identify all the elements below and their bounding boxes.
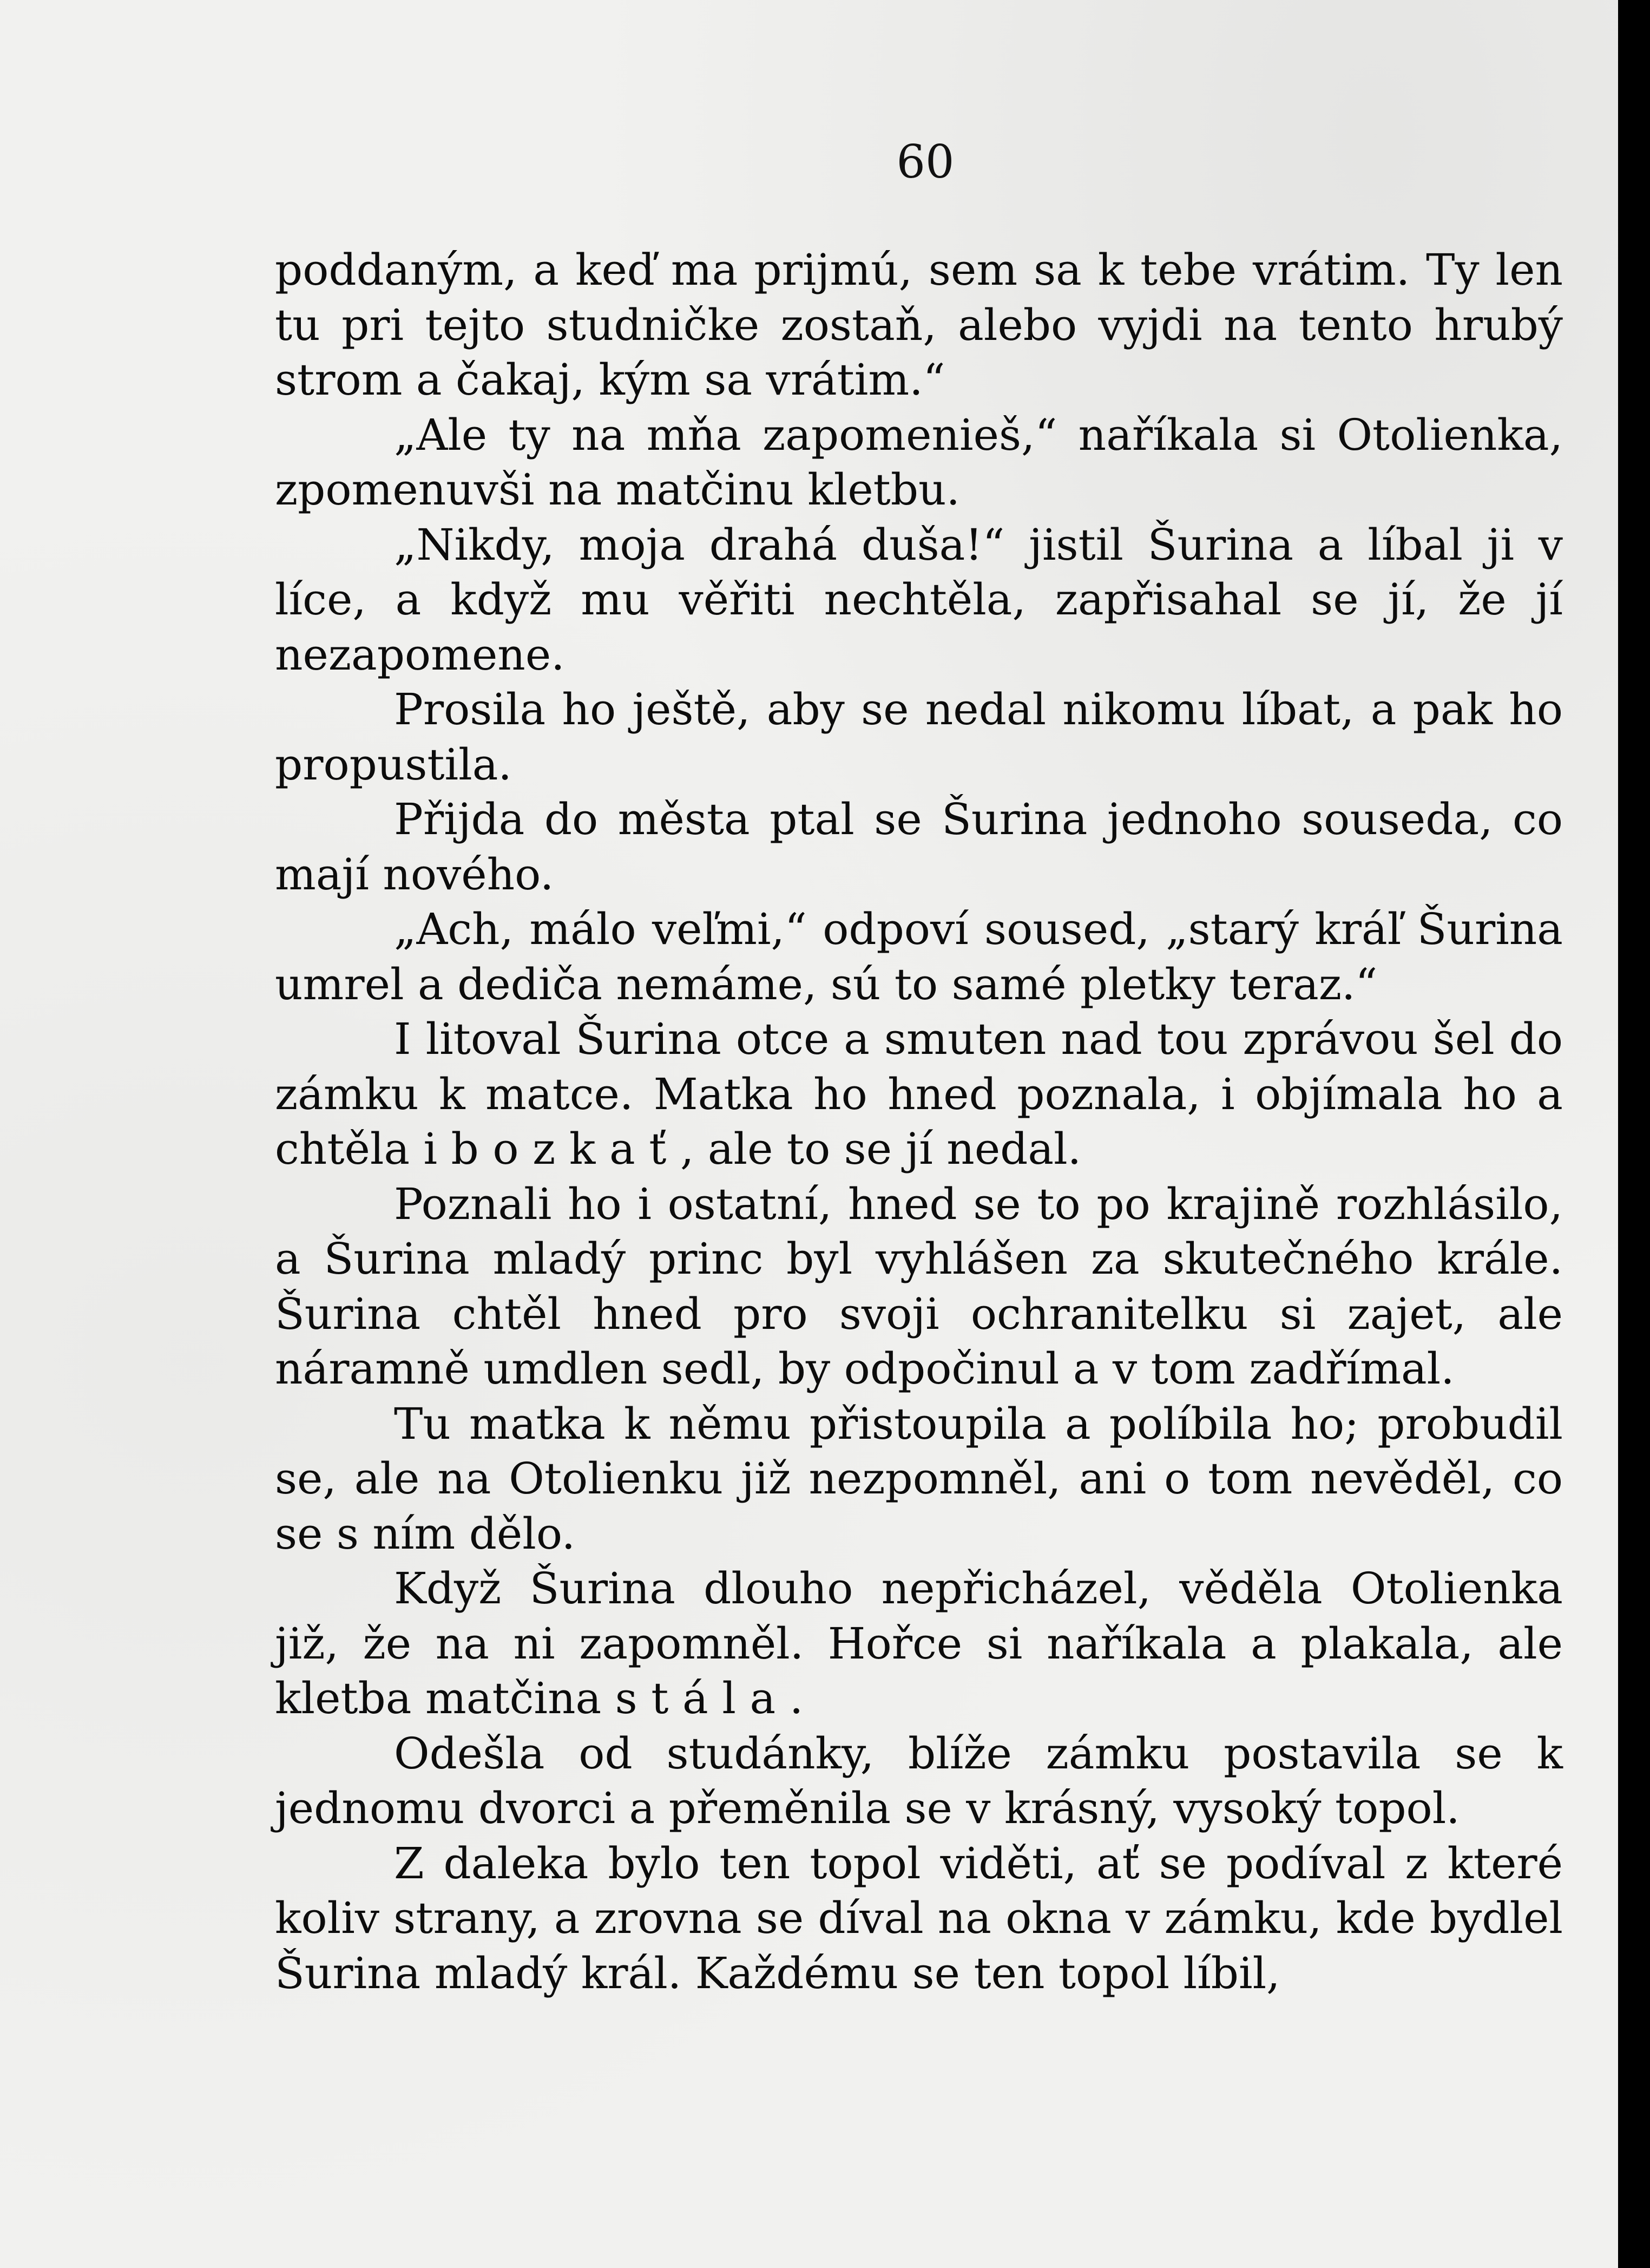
paragraph-text: „Ach, málo veľmi,“ odpoví soused, „starý kráľ Šurina umrel a dediča nemáme, sú to samé pletky teraz.“ [275, 904, 1563, 1010]
paragraph [275, 902, 1563, 1012]
emphasized-word: stála [615, 1673, 790, 1723]
paragraph [275, 408, 1563, 517]
emphasized-word: bozkať [451, 1124, 680, 1174]
paragraph [275, 242, 1563, 408]
paragraph-text: „Nikdy, moja drahá duša!“ jistil Šurina a líbal ji v líce, a když mu věřiti nechtěla, zapřisahal se jí, že jí nezapomene. [275, 519, 1563, 680]
paragraph-text: Z daleka bylo ten topol viděti, ať se podíval z které koliv strany, a zrovna se díval na okna v zámku, kde bydlel Šurina mladý král. Každému se ten topol líbil, [275, 1838, 1563, 1998]
paragraph-text: , ale to se jí nedal. [680, 1124, 1082, 1174]
paragraph [275, 1561, 1563, 1726]
paragraph [275, 1012, 1563, 1177]
paragraph-text: . [789, 1673, 804, 1723]
paragraph [275, 1836, 1563, 2001]
paragraph [275, 682, 1563, 792]
page-number: 60 [896, 135, 955, 188]
paragraph-text: Poznali ho i ostatní, hned se to po krajině rozhlásilo, a Šurina mladý princ byl vyhlášen za skutečného krále. Šurina chtěl hned pro svoji ochranitelku si zajet, ale náramně umdlen sedl, by odpočinul a v tom zadřímal. [275, 1178, 1563, 1394]
paragraph [275, 1397, 1563, 1562]
paragraph-text: Přijda do města ptal se Šurina jednoho souseda, co mají nového. [275, 794, 1563, 900]
paragraph [275, 792, 1563, 902]
paragraph-text: Když Šurina dlouho nepřicházel, věděla Otolienka již, že na ni zapomněl. Hořce si naříkala a plakala, ale kletba matčina [275, 1563, 1563, 1723]
paragraph [275, 1726, 1563, 1836]
paragraph-text: poddaným, a keď ma prijmú, sem sa k tebe vrátim. Ty len tu pri tejto studničke zostaň, alebo vyjdi na tento hrubý strom a čakaj, kým sa vrátim.“ [275, 245, 1563, 405]
paragraph [275, 1177, 1563, 1397]
paragraph [275, 517, 1563, 683]
paragraph-text: Tu matka k němu přistoupila a políbila ho; probudil se, ale na Otolienku již nezpomněl, ani o tom nevěděl, co se s ním dělo. [275, 1398, 1563, 1559]
paragraph-text: Prosila ho ještě, aby se nedal nikomu líbat, a pak ho propustila. [275, 684, 1563, 790]
paragraph-text: I litoval Šurina otce a smuten nad tou zprávou šel do zámku k matce. Matka ho hned poznala, i objímala ho a chtěla i [275, 1014, 1563, 1174]
page-body-text [275, 242, 1563, 2001]
paragraph-text: Odešla od studánky, blíže zámku postavila se k jednomu dvorci a přeměnila se v krásný, vysoký topol. [275, 1728, 1563, 1833]
paragraph-text: „Ale ty na mňa zapomenieš,“ naříkala si Otolienka, zpomenuvši na matčinu kletbu. [275, 409, 1563, 515]
